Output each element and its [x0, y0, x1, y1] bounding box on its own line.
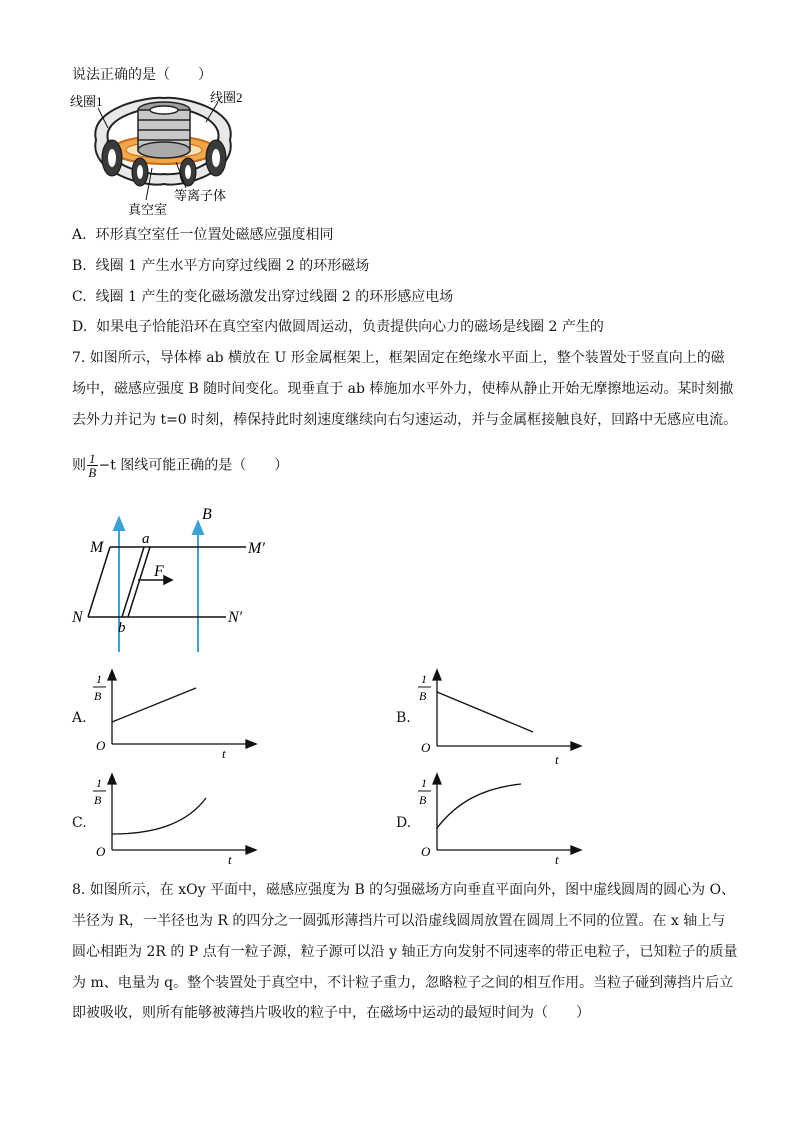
graph-c	[88, 772, 258, 866]
plasma-label: 等离子体	[174, 188, 227, 203]
svg-text:t: t	[555, 752, 559, 767]
graph-d	[413, 772, 583, 866]
svg-text:1: 1	[421, 672, 427, 686]
svg-text:t: t	[555, 852, 559, 866]
svg-text:B: B	[419, 793, 427, 807]
q8-line-5: 即被吸收，则所有能够被薄挡片吸收的粒子中，在磁场中运动的最短时间为（ ）	[72, 1005, 590, 1021]
q7-line-4: 则 $\frac{1}{B}$ −t 图线可能正确的是（ ）	[72, 451, 289, 480]
q8-line-4: 为 m、电量为 q。整个装置处于真空中，不计粒子重力，忽略粒子之间的相互作用。当粒子碰到薄挡片后立	[72, 975, 734, 991]
q7-option-a-letter: A.	[72, 710, 87, 726]
graph-a	[88, 668, 258, 762]
point-b-label: b	[118, 620, 126, 636]
q8-line-2: 半径为 R，一半径也为 R 的四分之一圆弧形薄挡片可以沿虚线圆周放置在圆周上不同的位置。在 x 轴上与	[72, 913, 726, 929]
q6-option-a: A. 环形真空室任一位置处磁感应强度相同	[72, 227, 334, 243]
point-m-prime-label: M′	[248, 540, 265, 557]
svg-text:1: 1	[96, 776, 102, 790]
q8-line-1: 8. 如图所示，在 xOy 平面中，磁感应强度为 B 的匀强磁场方向垂直平面向外，图中虚线圆周的圆心为 O、	[72, 882, 736, 898]
coil2-label: 线圈2	[210, 90, 243, 105]
q6-option-b: B. 线圈 1 产生水平方向穿过线圈 2 的环形磁场	[72, 258, 370, 274]
q6-option-d: D. 如果电子恰能沿环在真空室内做圆周运动，负责提供向心力的磁场是线圈 2 产生的	[72, 319, 604, 335]
q7-option-d-letter: D.	[396, 815, 412, 831]
svg-text:B: B	[94, 793, 102, 807]
point-n-label: N	[72, 609, 83, 626]
vacuum-label: 真空室	[128, 202, 168, 217]
coil1-label: 线圈1	[70, 94, 103, 109]
one-over-b-fraction: $\frac{1}{B}$	[88, 451, 97, 480]
field-b-label: B	[202, 506, 212, 523]
q7-line-2: 场中，磁感应强度 B 随时间变化。现垂直于 ab 棒施加水平外力，使棒从静止开始无摩擦地运动。某时刻撤	[72, 381, 734, 397]
q7-option-c-letter: C.	[72, 815, 87, 831]
svg-text:O: O	[421, 844, 431, 859]
svg-text:t: t	[228, 852, 232, 866]
svg-text:O: O	[96, 738, 106, 753]
svg-text:B: B	[419, 689, 427, 703]
svg-text:t: t	[222, 746, 226, 761]
q7-line-1: 7. 如图所示，导体棒 ab 横放在 U 形金属框架上，框架固定在绝缘水平面上，整个装置处于竖直向上的磁	[72, 350, 725, 366]
q6-option-c: C. 线圈 1 产生的变化磁场激发出穿过线圈 2 的环形感应电场	[72, 289, 454, 305]
q7-option-b-letter: B.	[396, 710, 411, 726]
rail-figure	[70, 500, 280, 660]
q7-line-3: 去外力并记为 t=0 时刻，棒保持此时刻速度继续向右匀速运动，并与金属框接触良好，回路中无感应电流。	[72, 412, 738, 428]
q6-stem-tail: 说法正确的是（ ）	[72, 67, 212, 83]
q8-line-3: 圆心相距为 2R 的 P 点有一粒子源，粒子源可以沿 y 轴正方向发射不同速率的带正电粒子，已知粒子的质量	[72, 944, 738, 960]
tokamak-figure	[68, 88, 258, 218]
svg-text:B: B	[94, 689, 102, 703]
svg-text:O: O	[96, 844, 106, 859]
point-m-label: M	[90, 539, 104, 556]
svg-text:O: O	[421, 740, 431, 755]
point-a-label: a	[142, 531, 150, 547]
graph-b	[413, 668, 583, 768]
svg-text:1: 1	[96, 672, 102, 686]
point-n-prime-label: N′	[228, 609, 243, 626]
force-f-label: F	[154, 563, 164, 580]
svg-text:1: 1	[421, 776, 427, 790]
